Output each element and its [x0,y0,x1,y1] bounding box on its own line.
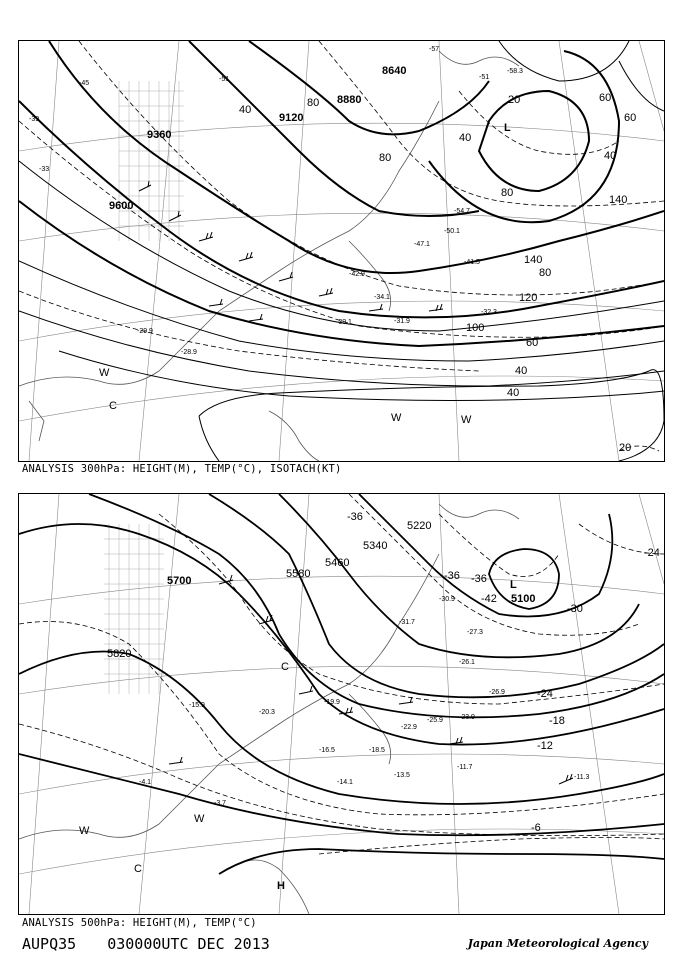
temp-label: -45 [79,80,90,87]
isotach-label: 40 [604,150,617,162]
temp-label: -57 [429,46,440,53]
temp-label: -39 [29,116,40,123]
height-label: 9120 [279,112,304,124]
isotach-label: 100 [466,322,485,334]
isotherm-label: -12 [537,740,553,752]
obs-label: -22.9 [401,724,417,731]
temp-label: -28.9 [181,349,197,356]
temp-label: -54.7 [454,208,470,215]
height-label: 5460 [325,557,350,569]
temp-label: -41.5 [464,259,480,266]
temp-label: -32.3 [481,309,497,316]
pressure-markers [79,579,517,892]
temp-label: -30.1 [336,319,352,326]
temp-labels [29,46,523,356]
coastline [19,51,519,461]
isotach-label: 60 [599,92,612,104]
chart-identifier [22,935,292,953]
obs-label: -20.3 [259,709,275,716]
obs-label: -26.1 [459,659,475,666]
isotach-label: 140 [609,194,628,206]
isotach-label: 40 [515,365,528,377]
isotach-label: 20 [619,442,632,454]
isotach-label: 40 [239,104,252,116]
map-300hpa-canvas [19,41,664,461]
caption-500hpa: ANALYSIS 500hPa: HEIGHT(M), TEMP(°C) [22,917,257,929]
isotherm-label: -24 [537,688,553,700]
obs-label: -16.5 [319,747,335,754]
map-500hpa-canvas [19,494,664,914]
isotach-label: 20 [508,94,521,106]
temp-label: -34.1 [374,294,390,301]
warm-marker: W [391,412,402,424]
cold-marker: C [109,400,117,412]
obs-label: -25.9 [427,717,443,724]
high-marker: H [277,880,285,892]
obs-label: -11.7 [457,764,473,771]
obs-label: -26.9 [489,689,505,696]
analysis-time: 030000UTC DEC 2013 [107,935,270,953]
obs-label: -30.9 [439,596,455,603]
cold-marker: C [134,863,142,875]
obs-label: -4.1 [139,779,152,786]
isotach-labels [239,92,636,454]
temp-label: -33 [39,166,50,173]
temp-label: -50.1 [444,228,460,235]
obs-label: -23.9 [459,714,475,721]
height-labels [109,65,406,212]
height-label: 5340 [363,540,388,552]
cold-marker: C [281,661,289,673]
isotach-label: 80 [379,152,392,164]
map-panel-500hpa [18,493,665,915]
height-label: 8640 [382,65,407,77]
obs-label: -14.1 [337,779,353,786]
isotherm-label: -18 [549,715,565,727]
caption-300hpa: ANALYSIS 300hPa: HEIGHT(M), TEMP(°C), ISOTACH(KT) [22,463,342,475]
isotach-label: 60 [624,112,637,124]
warm-marker: W [461,414,472,426]
obs-label: -11.3 [574,774,590,781]
map-panel-300hpa [18,40,665,462]
isotach-label: 80 [539,267,552,279]
temp-label: -42.9 [349,271,365,278]
temp-label: -58.3 [507,68,523,75]
isotach-label: 80 [307,97,320,109]
height-label: 5580 [286,568,311,580]
isotherm-label: -36 [444,570,460,582]
height-label: 5100 [511,593,536,605]
obs-label: -3.7 [214,800,227,807]
height-label: 9600 [109,200,134,212]
temp-label: -51 [479,74,490,81]
obs-label: -18.5 [369,747,385,754]
height-label: 9360 [147,129,172,141]
warm-marker: W [194,813,205,825]
warm-marker: W [79,825,90,837]
obs-label: -31.7 [399,619,415,626]
isotherm-label: -6 [531,822,541,834]
temp-label: -51 [219,76,230,83]
height-label: 5220 [407,520,432,532]
height-labels [107,520,535,660]
isotherm-label: -36 [471,573,487,585]
temp-label: -29.9 [137,328,153,335]
obs-label: -19.9 [324,699,340,706]
product-code: AUPQ35 [22,935,77,953]
low-marker: L [510,579,517,591]
obs-label: -13.5 [394,772,410,779]
isotach-label: 120 [519,292,538,304]
height-contours [19,41,664,346]
isotach-label: 40 [507,387,520,399]
warm-marker: W [99,367,110,379]
height-label: 5820 [107,648,132,660]
agency-name: Japan Meteorological Agency [467,937,648,950]
isotherm-label: -36 [347,511,363,523]
isotach-label: 40 [459,132,472,144]
obs-label: -15.9 [189,702,205,709]
temp-label: -31.9 [394,318,410,325]
isotach-label: 60 [526,337,539,349]
obs-label: -27.3 [467,629,483,636]
isotach-label: 80 [501,187,514,199]
moisture-hatching [104,524,164,694]
isotach-label: 140 [524,254,543,266]
height-label: 8880 [337,94,362,106]
temp-label: -47.1 [414,241,430,248]
low-marker: L [504,122,511,134]
isotherm-label: -24 [644,547,660,559]
height-label: 5700 [167,575,192,587]
isotherm-label: -30 [567,603,583,615]
isotherm-label: -42 [481,593,497,605]
